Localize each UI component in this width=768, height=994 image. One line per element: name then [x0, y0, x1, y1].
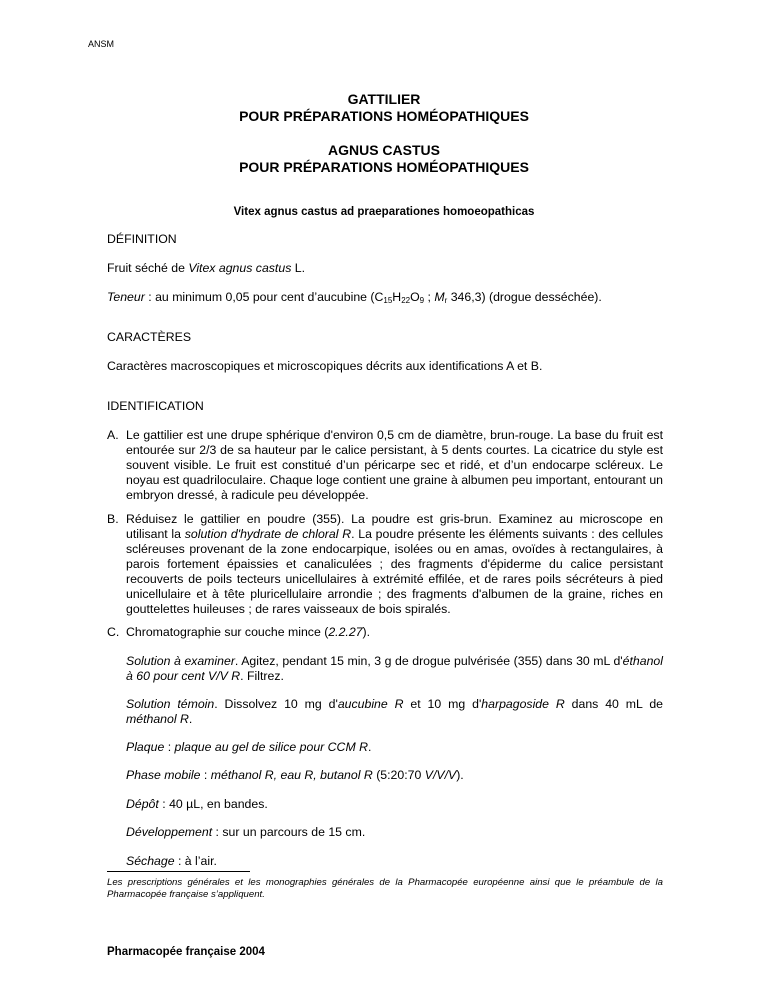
title-latin-line-2: POUR PRÉPARATIONS HOMÉOPATHIQUES	[239, 159, 529, 175]
depot-line: Dépôt : 40 µL, en bandes.	[126, 797, 268, 811]
phase-mobile-line: Phase mobile : méthanol R, eau R, butanol R (5:20:70 V/V/V).	[126, 768, 464, 782]
footnote-divider	[107, 871, 250, 872]
footnote: Les prescriptions générales et les monographies générales de la Pharmacopée européenne ainsi que le préambule de la Pharmacopée française s’appliquent.	[107, 877, 663, 900]
teneur-text: Teneur : au minimum 0,05 pour cent d’aucubine ($C_{15}H_{22}O_9$ ; $M_r$ 346,3) (drogue desséchée).	[107, 290, 602, 305]
developpement-line: Développement : sur un parcours de 15 cm.	[126, 825, 366, 839]
caracteres-text: Caractères macroscopiques et microscopiques décrits aux identifications A et B.	[107, 359, 543, 373]
title-line-1: GATTILIER	[347, 91, 421, 107]
identification-heading: IDENTIFICATION	[107, 399, 204, 413]
solution-a-examiner: Solution à examiner. Agitez, pendant 15 min, 3 g de drogue pulvérisée (355) dans 30 mL d'éthanol à 60 pour cent V/V R. Filtrez.	[126, 654, 663, 683]
latin-name: Vitex agnus castus ad praeparationes homoeopathicas	[233, 206, 535, 218]
definition-heading: DÉFINITION	[107, 232, 177, 246]
title-latin-line-1: AGNUS CASTUS	[327, 142, 440, 158]
footer-text: Pharmacopée française 2004	[107, 946, 265, 958]
item-label: B.	[107, 512, 119, 526]
identification-item-a	[107, 428, 663, 503]
title-line-2: POUR PRÉPARATIONS HOMÉOPATHIQUES	[239, 108, 529, 124]
item-c-text: Chromatographie sur couche mince (2.2.27).	[126, 625, 371, 639]
sechage-line: Séchage : à l’air.	[126, 854, 217, 868]
identification-item-b	[107, 512, 663, 617]
item-label: C.	[107, 625, 120, 639]
item-a-text: Le gattilier est une drupe sphérique d'environ 0,5 cm de diamètre, brun-rouge. La base du fruit est entourée sur 2/3 de sa hauteur par le calice persistant, à 5 dents courtes. La cicatrice du style est souvent visible. Le fruit est constitué d’un péricarpe sec et ridé, et d’un endocarpe scléreux. Le noyau est quadriloculaire. Chaque loge contient une graine à albumen peu important, entourant un embryon dressé, à radicule peu développée.	[126, 428, 663, 502]
caracteres-heading: CARACTÈRES	[107, 330, 192, 344]
identification-item-c	[107, 625, 663, 640]
solution-temoin: Solution témoin. Dissolvez 10 mg d'aucubine R et 10 mg d'harpagoside R dans 40 mL de méthanol R.	[126, 697, 663, 726]
item-b-text: Réduisez le gattilier en poudre (355). La poudre est gris-brun. Examinez au microscope en utilisant la solution d'hydrate de chloral R. La poudre présente les éléments suivants : des cellules scléreuses provenant de la zone endocarpique, isolées ou en amas, ovoïdes à rectangulaires, à parois fortement épaissies et canaliculées ; des fragments d'épiderme du calice persistant recouverts de poils tecteurs unicellulaires à extrémité effilée, et de rares poils sécréteurs à pied unicellulaire et à tête pluricellulaire arrondie ; des fragments d'albumen de la graine, riches en gouttelettes huileuses ; de rares vaisseaux de bois spiralés.	[126, 512, 663, 616]
definition-text: Fruit séché de Vitex agnus castus L.	[107, 261, 306, 275]
plaque-line: Plaque : plaque au gel de silice pour CCM R.	[126, 740, 372, 754]
item-label: A.	[107, 428, 119, 442]
header-org: ANSM	[88, 39, 115, 49]
